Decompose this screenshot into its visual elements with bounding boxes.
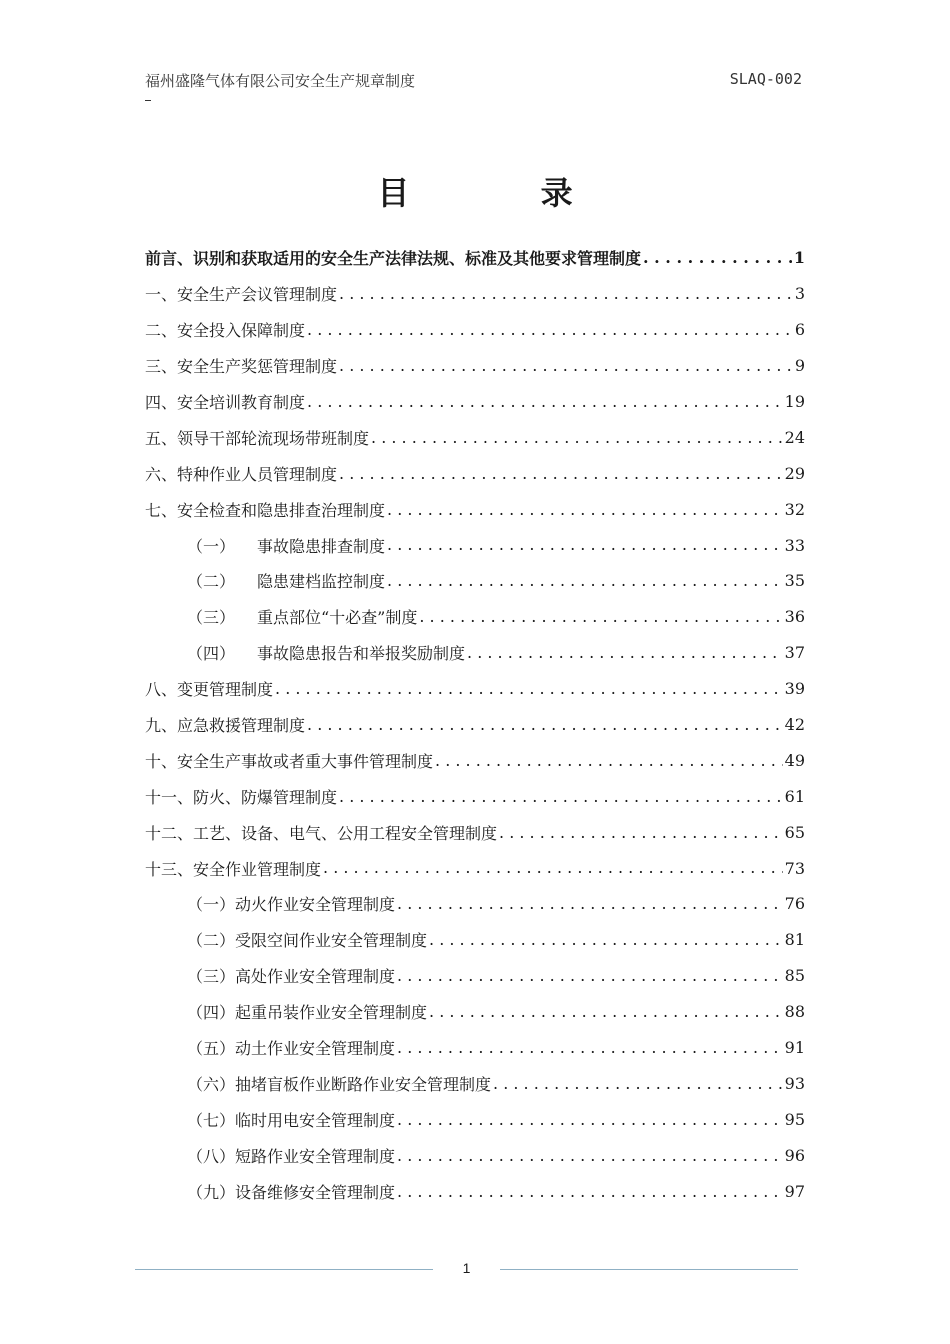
toc-entry[interactable]: [145, 742, 805, 778]
toc-entry-label: 七、安全检查和隐患排查治理制度: [145, 500, 386, 520]
toc-entry-page: 97: [784, 1181, 805, 1201]
toc-entry-label: 前言、识别和获取适用的安全生产法律法规、标准及其他要求管理制度: [145, 249, 642, 269]
toc-entry-prefix: （三）: [187, 608, 236, 628]
header-document-code: SLAQ-002: [729, 70, 802, 88]
toc-dot-leader: [339, 787, 783, 806]
toc-entry-page: 3: [794, 284, 805, 304]
toc-entry[interactable]: [145, 240, 805, 276]
page-header: [145, 70, 802, 94]
toc-entry[interactable]: [145, 922, 805, 958]
toc-entry-page: 19: [784, 392, 805, 411]
toc-dot-leader: [307, 320, 793, 339]
toc-entry-label: 五、领导干部轮流现场带班制度: [145, 428, 370, 448]
toc-entry[interactable]: [145, 563, 805, 599]
toc-entry-label: 受限空间作业安全管理制度: [235, 931, 428, 951]
toc-dot-leader: [397, 1110, 783, 1129]
toc-entry-label: 十二、工艺、设备、电气、公用工程安全管理制度: [145, 823, 498, 843]
toc-entry-page: 35: [784, 571, 805, 591]
toc-entry-page: 32: [784, 499, 805, 519]
toc-entry[interactable]: [145, 814, 805, 850]
toc-dot-leader: [643, 248, 792, 267]
toc-entry[interactable]: [145, 491, 805, 527]
toc-entry[interactable]: [145, 994, 805, 1030]
toc-dot-leader: [307, 392, 783, 411]
toc-entry[interactable]: [145, 1065, 805, 1101]
toc-entry-label: 十、安全生产事故或者重大事件管理制度: [145, 751, 434, 771]
toc-entry-label: 事故隐患排查制度: [257, 536, 386, 556]
toc-entry-label: 九、应急救援管理制度: [145, 716, 306, 736]
toc-entry-page: 24: [784, 427, 805, 447]
toc-entry-page: 36: [784, 607, 805, 627]
toc-dot-leader: [387, 535, 783, 554]
toc-entry-page: 61: [784, 786, 805, 806]
toc-dot-leader: [467, 643, 783, 662]
toc-entry-label: 六、特种作业人员管理制度: [145, 464, 338, 484]
toc-entry-prefix: （三）: [187, 967, 236, 987]
toc-entry-label: 十三、安全作业管理制度: [145, 859, 322, 879]
toc-entry[interactable]: [145, 276, 805, 312]
toc-dot-leader: [429, 930, 783, 949]
toc-dot-leader: [397, 1146, 783, 1165]
toc-dot-leader: [419, 607, 782, 626]
toc-entry-prefix: （八）: [187, 1146, 236, 1166]
toc-dot-leader: [371, 428, 783, 447]
toc-entry-label: 设备维修安全管理制度: [235, 1182, 396, 1202]
toc-entry[interactable]: [145, 850, 805, 886]
toc-entry-page: 93: [784, 1073, 805, 1093]
toc-entry-prefix: （二）: [187, 931, 236, 951]
toc-dot-leader: [397, 1182, 783, 1201]
toc-entry[interactable]: [145, 384, 805, 420]
toc-entry-page: 88: [784, 1002, 805, 1022]
toc-entry-page: 73: [784, 858, 805, 878]
toc-dot-leader: [387, 571, 783, 590]
toc-entry-page: 91: [784, 1038, 805, 1058]
page-title: 目 录: [377, 174, 633, 212]
toc-entry-label: 十一、防火、防爆管理制度: [145, 787, 338, 807]
toc-entry-label: 重点部位“十必查”制度: [257, 608, 418, 628]
toc-entry-label: 高处作业安全管理制度: [235, 967, 396, 987]
toc-entry[interactable]: [145, 1101, 805, 1137]
header-underline-mark: [145, 100, 151, 101]
toc-entry-page: 9: [794, 356, 805, 376]
toc-dot-leader: [397, 1038, 783, 1057]
toc-dot-leader: [307, 715, 783, 734]
toc-entry-label: 短路作业安全管理制度: [235, 1146, 396, 1166]
toc-entry[interactable]: [145, 778, 805, 814]
toc-entry-page: 49: [784, 750, 805, 770]
toc-dot-leader: [429, 1002, 783, 1021]
toc-entry-page: 96: [784, 1145, 805, 1165]
toc-entry-page: 65: [784, 822, 805, 842]
toc-dot-leader: [397, 894, 783, 913]
toc-entry-label: 一、安全生产会议管理制度: [145, 285, 338, 305]
header-company-title: 福州盛隆气体有限公司安全生产规章制度: [145, 72, 416, 90]
toc-dot-leader: [339, 284, 793, 303]
toc-entry-page: 95: [784, 1109, 805, 1129]
toc-entry[interactable]: [145, 671, 805, 707]
toc-entry-label: 四、安全培训教育制度: [145, 393, 306, 412]
toc-entry-page: 33: [784, 535, 805, 555]
toc-entry-label: 起重吊装作业安全管理制度: [235, 1003, 428, 1023]
toc-dot-leader: [339, 356, 793, 375]
toc-dot-leader: [499, 823, 783, 842]
toc-entry-label: 抽堵盲板作业断路作业安全管理制度: [235, 1074, 492, 1094]
table-of-contents: [145, 240, 805, 1209]
toc-entry-label: 临时用电安全管理制度: [235, 1110, 396, 1130]
toc-entry-prefix: （一）: [187, 895, 236, 915]
toc-entry-label: 二、安全投入保障制度: [145, 321, 306, 341]
toc-entry[interactable]: [145, 886, 805, 922]
toc-entry-label: 动火作业安全管理制度: [235, 895, 396, 915]
toc-entry[interactable]: [145, 1030, 805, 1066]
toc-dot-leader: [275, 679, 783, 698]
toc-entry[interactable]: [145, 1173, 805, 1209]
toc-entry-page: 29: [784, 463, 805, 483]
toc-dot-leader: [493, 1074, 783, 1093]
toc-entry-label: 隐患建档监控制度: [257, 572, 386, 592]
toc-entry[interactable]: [145, 1137, 805, 1173]
toc-entry[interactable]: [145, 707, 805, 743]
toc-entry-prefix: （七）: [187, 1110, 236, 1130]
toc-dot-leader: [339, 464, 783, 483]
toc-entry-page: 39: [784, 679, 805, 699]
toc-entry-prefix: （六）: [187, 1074, 236, 1094]
toc-entry[interactable]: [145, 312, 805, 348]
toc-entry-prefix: （九）: [187, 1182, 236, 1202]
toc-entry[interactable]: [145, 419, 805, 455]
toc-entry[interactable]: [145, 455, 805, 491]
toc-entry-page: 6: [794, 320, 805, 340]
toc-entry-page: 85: [784, 966, 805, 986]
toc-entry-page: 37: [784, 643, 805, 663]
toc-entry-prefix: （四）: [187, 1003, 236, 1023]
toc-dot-leader: [387, 500, 783, 519]
toc-entry-prefix: （一）: [187, 536, 236, 556]
footer-rule-right: [500, 1269, 798, 1270]
toc-entry-page: 1: [793, 248, 805, 268]
toc-entry-page: 81: [784, 930, 805, 950]
toc-entry[interactable]: [145, 958, 805, 994]
toc-entry[interactable]: [145, 348, 805, 384]
toc-entry-prefix: （五）: [187, 1039, 236, 1059]
toc-dot-leader: [397, 966, 783, 985]
toc-entry[interactable]: [145, 599, 805, 635]
footer-page-number: 1: [462, 1260, 471, 1276]
toc-entry[interactable]: [145, 527, 805, 563]
toc-entry-label: 动土作业安全管理制度: [235, 1039, 396, 1059]
toc-entry-page: 42: [784, 715, 805, 735]
toc-entry-prefix: （四）: [187, 644, 236, 664]
toc-dot-leader: [323, 858, 783, 877]
toc-entry-page: 76: [784, 894, 805, 914]
page-footer: [135, 1260, 798, 1280]
toc-dot-leader: [435, 751, 783, 770]
toc-entry-prefix: （二）: [187, 572, 236, 592]
toc-entry-label: 事故隐患报告和举报奖励制度: [257, 644, 466, 664]
toc-entry-label: 三、安全生产奖惩管理制度: [145, 357, 338, 377]
toc-entry[interactable]: [145, 635, 805, 671]
toc-entry-label: 八、变更管理制度: [145, 680, 274, 700]
